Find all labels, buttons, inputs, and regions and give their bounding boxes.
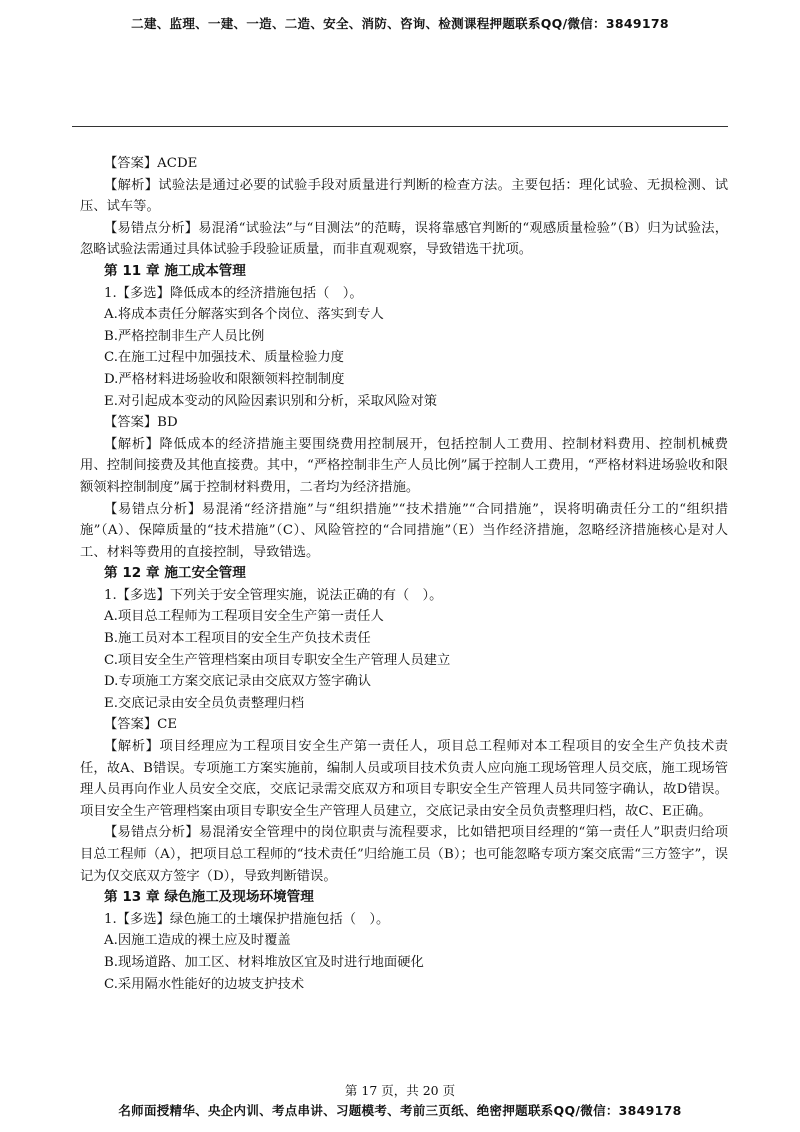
chapter-heading-11 <box>80 261 728 283</box>
option-b: B.施工员对本工程项目的安全生产负技术责任 <box>104 631 371 647</box>
chapter-number: 第 13 章 <box>104 889 160 906</box>
analysis-paragraph: 【解析】试验法是通过必要的试验手段对质量进行判断的检查方法。主要包括：理化试验、无损检测、试压、试车等。 <box>80 177 728 215</box>
option-e: E.对引起成本变动的风险因素识别和分析，采取风险对策 <box>104 393 438 409</box>
answer-line: 【答案】ACDE <box>104 156 198 171</box>
chapter-heading-12 <box>80 563 728 585</box>
option-d: D.严格材料进场验收和限额领料控制制度 <box>104 371 345 387</box>
header-divider <box>72 126 728 127</box>
chapter-title: 施工成本管理 <box>164 262 246 279</box>
page-footer: 名师面授精华、央企内训、考点串讲、习题模考、考前三页纸、绝密押题联系QQ/微信：3849178 <box>118 1103 682 1118</box>
error-analysis-paragraph: 【易错点分析】易混淆安全管理中的岗位职责与流程要求，比如错把项目经理的“第一责任人”职责归给项目总工程师（A），把项目总工程师的“技术责任”归给施工员（B）；也可能忽略专项方案交底需“三方签字”，误记为仅交底双方签字（D），导致判断错误。 <box>80 825 728 884</box>
option-c: C.在施工过程中加强技术、质量检验力度 <box>104 350 344 366</box>
option-d: D.专项施工方案交底记录由交底双方签字确认 <box>104 674 372 690</box>
question-stem: 1.【多选】下列关于安全管理实施，说法正确的有（ ）。 <box>104 587 443 603</box>
question-stem: 1.【多选】绿色施工的土壤保护措施包括（ ）。 <box>104 911 390 927</box>
option-a: A.将成本责任分解落实到各个岗位、落实到专人 <box>104 307 384 323</box>
question-stem: 1.【多选】降低成本的经济措施包括（ ）。 <box>104 285 363 301</box>
chapter-number: 第 11 章 <box>104 262 160 279</box>
error-analysis-paragraph: 【易错点分析】易混淆“经济措施”与“组织措施”“技术措施”“合同措施”，误将明确责任分工的“组织措施”（A）、保障质量的“技术措施”（C）、风险管控的“合同措施”（E）当作经济措施，忽略经济措施核心是对人工、材料等费用的直接控制，导致错选。 <box>80 501 728 560</box>
page-number: 第 17 页，共 20 页 <box>344 1083 456 1098</box>
error-analysis-paragraph: 【易错点分析】易混淆“试验法”与“目测法”的范畴，误将靠感官判断的“观感质量检验”（B）归为试验法，忽略试验法需通过具体试验手段验证质量，而非直观观察，导致错选干扰项。 <box>80 220 728 258</box>
chapter-title: 施工安全管理 <box>164 565 246 582</box>
chapter-heading-13 <box>80 887 728 909</box>
option-c: C.采用隔水性能好的边坡支护技术 <box>104 976 305 992</box>
analysis-paragraph: 【解析】降低成本的经济措施主要围绕费用控制展开，包括控制人工费用、控制材料费用、控制机械费用、控制间接费及其他直接费。其中，“严格控制非生产人员比例”属于控制人工费用，“严格材料进场验收和限额领料控制制度”属于控制材料费用，二者均为经济措施。 <box>80 436 728 495</box>
analysis-paragraph: 【解析】项目经理应为工程项目安全生产第一责任人，项目总工程师对本工程项目的安全生产负技术责任，故A、B错误。专项施工方案实施前，编制人员或项目技术负责人应向施工现场管理人员交底，施工现场管理人员再向作业人员安全交底，交底记录需交底双方和项目专职安全生产管理人员共同签字确认，故D错误。项目安全生产管理档案由项目专职安全生产管理人员建立，交底记录由安全员负责整理归档，故C、E正确。 <box>80 739 728 819</box>
answer-line: 【答案】CE <box>104 717 178 733</box>
chapter-number: 第 12 章 <box>104 565 160 582</box>
document-body <box>80 153 728 995</box>
option-a: A.项目总工程师为工程项目安全生产第一责任人 <box>104 609 384 625</box>
answer-line: 【答案】BD <box>104 415 178 431</box>
option-c: C.项目安全生产管理档案由项目专职安全生产管理人员建立 <box>104 652 451 668</box>
option-e: E.交底记录由安全员负责整理归档 <box>104 695 305 711</box>
chapter-title: 绿色施工及现场环境管理 <box>164 889 314 906</box>
option-b: B.严格控制非生产人员比例 <box>104 328 265 344</box>
option-b: B.现场道路、加工区、材料堆放区宜及时进行地面硬化 <box>104 954 424 970</box>
page-header: 二建、监理、一建、一造、二造、安全、消防、咨询、检测课程押题联系QQ/微信：3849178 <box>131 16 669 31</box>
option-a: A.因施工造成的裸土应及时覆盖 <box>104 933 291 949</box>
